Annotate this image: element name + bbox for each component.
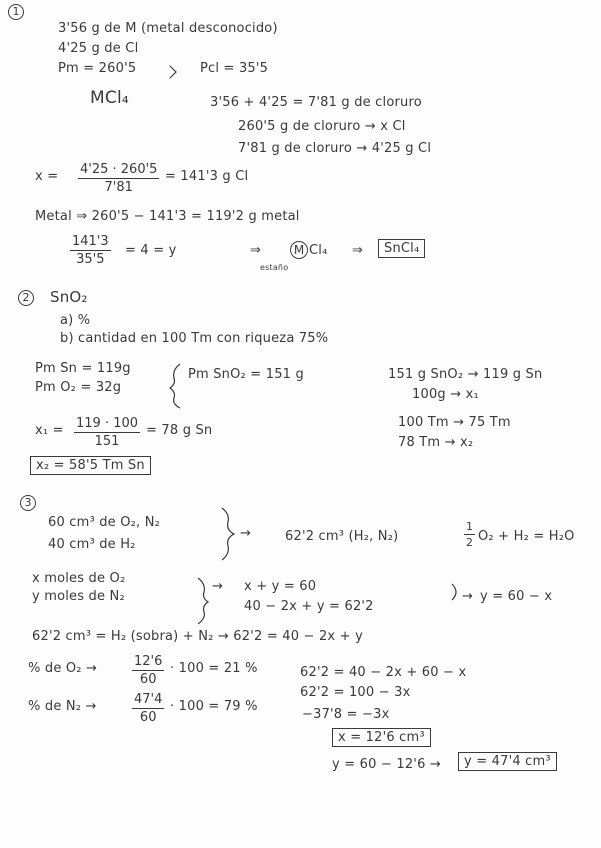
p3-step-1: 62'2 = 40 − 2x + 60 − x	[300, 665, 467, 680]
brace-5	[452, 584, 456, 600]
p3-o2-fraction	[132, 654, 164, 687]
p2-pm-sno2: Pm SnO₂ = 151 g	[188, 367, 304, 382]
brace-4	[198, 578, 208, 624]
p1-metal: Metal ⇒ 260'5 − 141'3 = 119'2 g metal	[35, 209, 300, 224]
brace-2	[170, 364, 180, 408]
p3-step-3: −37'8 = −3x	[302, 707, 390, 722]
p1-line-3a: Pm = 260'5	[58, 61, 137, 76]
p2-part-a: a) %	[60, 313, 91, 328]
p3-y-arrow: →	[462, 589, 474, 604]
p1-cl4: Cl₄	[309, 243, 328, 258]
p3-line-2: 40 cm³ de H₂	[48, 537, 136, 552]
p2-x1-numerator: 119 · 100	[76, 416, 139, 431]
problem-2-number: 2	[18, 290, 34, 306]
p2-x1-fraction	[74, 416, 140, 449]
p2-rule-3: 100 Tm → 75 Tm	[398, 415, 511, 430]
p3-y-expression: y = 60 − x	[480, 589, 553, 604]
p1-sum: 3'56 + 4'25 = 7'81 g de cloruro	[210, 95, 422, 110]
p3-reaction: O₂ + H₂ = H₂O	[478, 529, 575, 544]
p1-arrow-1: ⇒	[250, 243, 262, 258]
p1-line-2: 4'25 g de Cl	[58, 41, 139, 56]
p3-system-eq-2: 40 − 2x + y = 62'2	[244, 599, 374, 614]
p3-n2-fraction	[132, 692, 164, 725]
p2-x2-answer: x₂ = 58'5 Tm Sn	[30, 456, 151, 475]
p1-rule-1: 260'5 g de cloruro → x Cl	[238, 119, 406, 134]
p1-final-answer: SnCl₄	[378, 239, 425, 258]
p1-ratio-denominator: 35'5	[76, 252, 105, 267]
p1-ratio-numerator: 141'3	[72, 234, 109, 249]
problem-3-number: 3	[20, 495, 36, 511]
p3-y-calc: y = 60 − 12'6 →	[332, 757, 441, 772]
p3-o2-percent-result: · 100 = 21 %	[170, 661, 258, 676]
p2-rule-4: 78 Tm → x₂	[398, 435, 474, 450]
p3-x-definition: x moles de O₂	[32, 571, 126, 586]
p3-balance: 62'2 cm³ = H₂ (sobra) + N₂ → 62'2 = 40 − 2x + y	[32, 629, 363, 644]
p3-n2-percent-label: % de N₂ →	[28, 699, 97, 714]
p3-arrow: →	[240, 526, 252, 541]
p1-x-result: = 141'3 g Cl	[165, 169, 249, 184]
p3-system-arrow: →	[212, 579, 224, 594]
p1-x-denominator: 7'81	[104, 180, 133, 195]
p1-x-label: x =	[35, 169, 59, 184]
p1-rule-2: 7'81 g de cloruro → 4'25 g Cl	[238, 141, 432, 156]
p1-x-numerator: 4'25 · 260'5	[80, 162, 158, 177]
p3-x-answer: x = 12'6 cm³	[332, 728, 431, 747]
p3-o2-percent-label: % de O₂ →	[28, 661, 98, 676]
p1-estano-note: estaño	[260, 263, 289, 272]
p2-x1-denominator: 151	[94, 434, 120, 449]
p1-line-1: 3'56 g de M (metal desconocido)	[58, 21, 278, 36]
p3-n2-numerator: 47'4	[134, 692, 163, 707]
p1-metal-circle: M	[290, 241, 308, 259]
p2-title: SnO₂	[50, 288, 88, 306]
p1-arrow-2: ⇒	[352, 243, 364, 258]
p2-rule-1: 151 g SnO₂ → 119 g Sn	[388, 367, 543, 382]
p1-ratio-fraction	[70, 234, 111, 267]
p2-x1-label: x₁ =	[35, 423, 64, 438]
p3-o2-numerator: 12'6	[134, 654, 163, 669]
p3-step-2: 62'2 = 100 − 3x	[300, 685, 411, 700]
p2-part-b: b) cantidad en 100 Tm con riqueza 75%	[60, 331, 329, 346]
p3-y-answer: y = 47'4 cm³	[458, 752, 557, 771]
p3-line-3: 62'2 cm³ (H₂, N₂)	[285, 529, 399, 544]
p1-ratio-result: = 4 = y	[125, 243, 177, 258]
p1-line-3b: Pcl = 35'5	[200, 61, 269, 76]
p2-pm-o2: Pm O₂ = 32g	[35, 380, 122, 395]
p1-x-fraction	[78, 162, 159, 195]
p3-o2-denominator: 60	[139, 672, 157, 687]
brace-1	[170, 66, 176, 78]
p3-half-denominator: 2	[466, 536, 473, 549]
p3-half-fraction	[464, 520, 475, 549]
p2-pm-sn: Pm Sn = 119g	[35, 361, 131, 376]
brace-3	[222, 508, 234, 560]
p3-n2-percent-result: · 100 = 79 %	[170, 699, 258, 714]
p3-n2-denominator: 60	[139, 710, 157, 725]
p3-half-numerator: 1	[466, 520, 473, 533]
p1-formula: MCl₄	[90, 88, 129, 108]
p2-x1-result: = 78 g Sn	[146, 423, 213, 438]
problem-1-number: 1	[8, 4, 24, 20]
p3-system-eq-1: x + y = 60	[244, 579, 317, 594]
p3-y-definition: y moles de N₂	[32, 589, 125, 604]
p2-rule-2: 100g → x₁	[412, 387, 479, 402]
p3-line-1: 60 cm³ de O₂, N₂	[48, 515, 161, 530]
